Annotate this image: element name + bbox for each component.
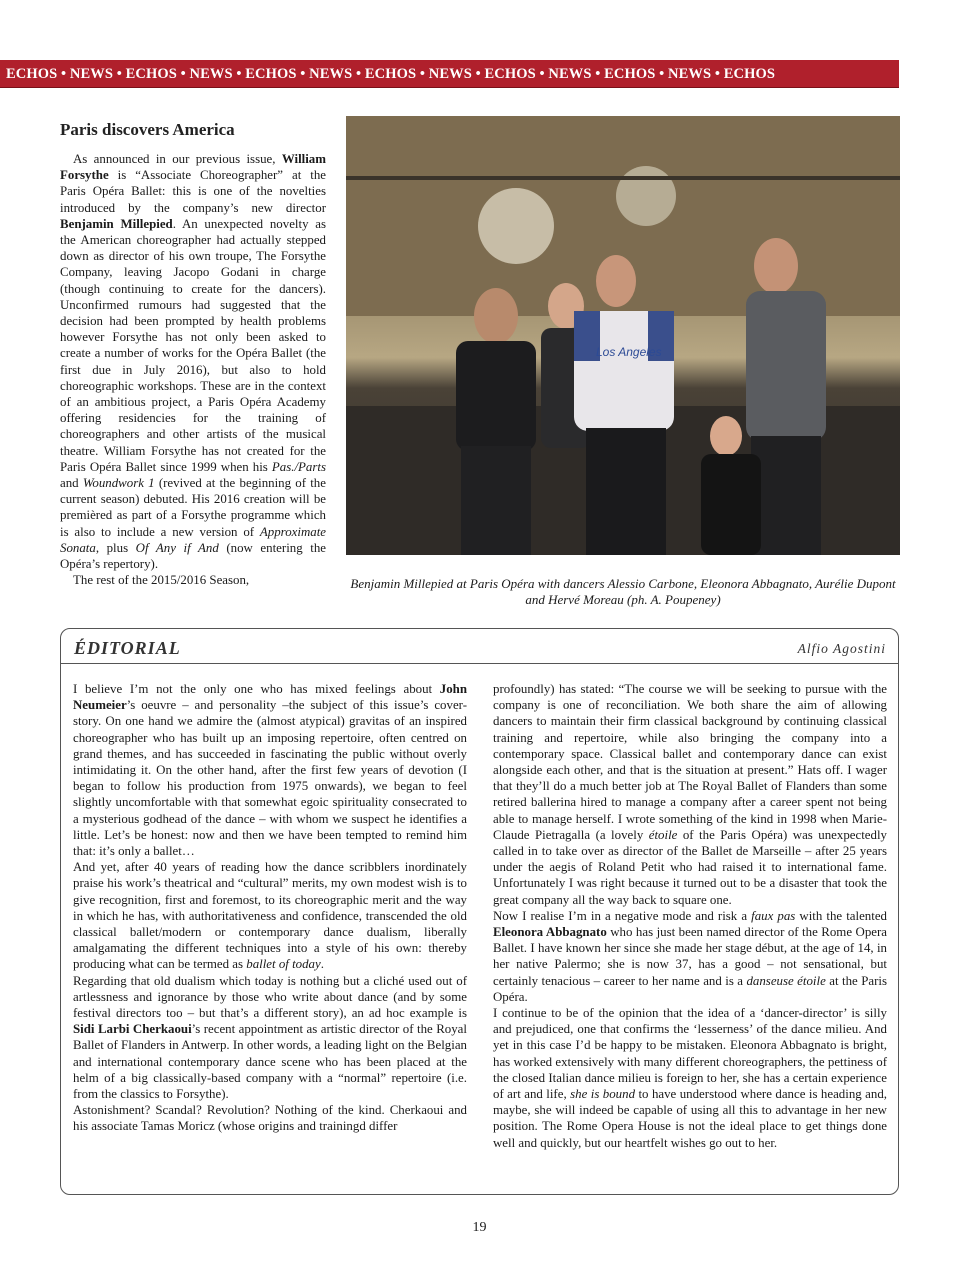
page-number: 19 — [472, 1220, 487, 1235]
bold-name: Benjamin Millepied — [60, 216, 173, 231]
news-headline: Paris discovers America — [60, 120, 235, 139]
photo-illustration — [346, 116, 900, 555]
text-run: with the talented — [795, 908, 887, 923]
text-run: Regarding that old dualism which today is nothing but a cliché used out of artlessness and ignorance by those who write about dance (and by some festival directors too – but that’s a different story), an ad hoc example is — [73, 973, 467, 1021]
italic-title: Woundwork 1 — [82, 476, 155, 491]
italic-title: Pas./Parts — [271, 459, 326, 474]
text-run: I believe I’m not the only one who has mixed feelings about — [73, 682, 440, 696]
bold-name: Eleonora Abbagnato — [493, 925, 607, 940]
paragraph — [60, 572, 326, 588]
italic-title: faux pas — [751, 908, 796, 923]
editorial-author: Alfio Agostini — [797, 641, 886, 656]
paragraph — [73, 859, 467, 972]
text-run: at the Paris Opéra. — [493, 973, 887, 1004]
paragraph — [73, 973, 467, 1103]
text-run: As announced in our previous issue, — [73, 152, 282, 166]
italic-title: Of Any if And — [135, 540, 219, 555]
editorial-column-right — [493, 681, 887, 1151]
text-run: The rest of the 2015/2016 Season, — [73, 573, 250, 588]
news-article-body — [60, 151, 326, 588]
paragraph — [493, 1005, 887, 1151]
text-run: ’s oeuvre – and personality –the subject of this issue’s cover-story. On one hand we admire the (almost atypical) gravitas of an inspired choreographer who has built up an imposing repertoire, often centred on grand themes, and has succeeded in fascinating the public without overly intimidating it. On the other hand, after the first few years of devotion (I began to follow his production from 1975 onwards), we began to feel slightly uncomfortable with that somewhat egoic spirituality consecrated to a mysterious godhead of the dance – with whom we suspect he identifies a little. Let’s be honest: now and then we have been tempted to remind him that: it’s only a ballet… — [73, 698, 467, 859]
text-run: Astonishment? Scandal? Revolution? Nothing of the kind. Cherkaoui and his associate Tamas Moricz (whose origins and trainingd differ — [73, 1103, 467, 1134]
paragraph — [493, 908, 887, 1005]
text-run: . An unexpected novelty as the American choreographer had actually stepped down as director of his own troupe, The Forsythe Company, leaving Jacopo Godani in charge (though continuing to create for the dancers). Unconfirmed rumours had suggested that the decision had been prompted by health problems however Forsythe has not only been asked to create a number of works for the Opéra Ballet (the first due in July 2016), but also to hold choreographic workshops. These are in the context of an ambitious project, a Paris Opéra Academy offering residencies for the training of choreographers and other artists of the musical theatre. William Forsythe has not created for the Paris Opéra Ballet since 1999 when his — [60, 216, 326, 474]
bold-name: William Forsythe — [60, 152, 326, 183]
paragraph — [493, 681, 887, 908]
italic-title: danseuse étoile — [746, 973, 826, 988]
bold-name: John Neumeier — [73, 682, 467, 713]
shirt-lettering: Los Angeles — [596, 345, 662, 359]
text-run: I continue to be of the opinion that the idea of a ‘dancer-director’ is silly and prejudiced, one that confirms the ‘lesserness’ of the dance milieu. And yet in this case I’d be happy to be mistaken. Eleonora Abbagnato is bright, has worked extensively with many different choreographers, the pettiness of the closed Italian dance milieu is foreign to her, she has a certain experience of art and life, — [493, 1006, 887, 1102]
text-run: , plus — [95, 540, 136, 555]
text-run: and — [60, 476, 83, 491]
paragraph — [73, 681, 467, 859]
italic-title: she is bound — [570, 1087, 636, 1102]
text-run: Now I realise I’m in a negative mode and risk a — [493, 908, 752, 923]
text-run: profoundly) has stated: “The course we will be seeking to pursue with the company is one of reconciliation. We both share the aim of allowing dancers to maintain their firm classical background by continuing classical training and repertoire, while also bringing the company into a contemporary space. Classical ballet and contemporary dance can exist alongside each other, and that is the situation at present.” Hats off. I wager that they’ll do a much better job at The Royal Ballet of Flanders than some retired ballerina hired to manage a company after a career spent not being able to manage herself. I wrote something of the kind in 1998 when Marie-Claude Pietragalla (a lovely — [493, 682, 887, 842]
text-run: ’s recent appointment as artistic director of the Royal Ballet of Flanders in Antwerp. In other words, a leading light on the Belgian and international contemporary dance scene who has been placed at the helm of a big classically-based company with a “normal” repertoire (i.e. from the classics to Forsythe). — [73, 1022, 467, 1102]
italic-title: étoile — [648, 827, 678, 842]
editorial-column-left — [73, 681, 467, 1135]
rehearsal-photo — [346, 116, 900, 555]
italic-title: ballet of today — [246, 957, 321, 972]
text-run: is “Associate Choreographer” at the Paris Opéra Ballet: this is one of the novelties introduced by the company’s new director — [60, 168, 326, 215]
section-banner: ECHOS • NEWS • ECHOS • NEWS • ECHOS • NEWS • ECHOS • NEWS • ECHOS • NEWS • ECHOS • NEWS • ECHOS — [0, 60, 899, 88]
photo-caption: Benjamin Millepied at Paris Opéra with dancers Alessio Carbone, Eleonora Abbagnato, Aurélie Dupont and Hervé Moreau (ph. A. Poupeney) — [350, 576, 896, 607]
paragraph — [60, 151, 326, 572]
italic-title: Approximate Sonata — [60, 524, 326, 555]
text-run: And yet, after 40 years of reading how the dance scribblers inordinately praise his work’s theatrical and “cultural” merits, my own modest wish is to give recognition, first and foremost, to its choreographic merit and the way in which he has, with authoritativeness and confidence, transcended the old classical ballet/modern or contemporary dance dualism, liberally amalgamating the different techniques into a style of his own: thereby producing what can be termed as — [73, 860, 467, 972]
text-run: . — [320, 957, 324, 972]
editorial-divider — [61, 663, 898, 664]
bold-name: Sidi Larbi Cherkaoui — [73, 1022, 192, 1037]
text-run: who has just been named director of the Rome Opera Ballet. I have known her since she made her stage début, at the age of 14, in her native Palermo; she is now 37, has a good – not sensational, but certainly tenacious – career to her name and is a — [493, 925, 888, 988]
text-run: (now entering the Opéra’s repertory). — [60, 540, 326, 572]
text-run: of the Paris Opéra) was unexpectedly called in to take over as director of the Ballet de Marseille – after 25 years under the aegis of Roland Petit who had raised it to international fame. Unfortunately I was right because it turned out to be a disaster that took the great company all the way back to square one. — [493, 827, 887, 907]
paragraph — [73, 1102, 467, 1134]
text-run: to have understood where dance is heading and, maybe, she will indeed be capable of using all this to advantage in her new position. The Rome Opera House is not the ideal place to get things done well and quickly, but our heartfelt wishes go out to her. — [493, 1087, 887, 1150]
editorial-title: ÉDITORIAL — [74, 638, 181, 658]
editorial-box — [60, 628, 899, 1195]
text-run: (revived at the beginning of the current season) debuted. His 2016 creation will be premièred as part of a Forsythe programme which is also to include a new version of — [60, 476, 326, 539]
